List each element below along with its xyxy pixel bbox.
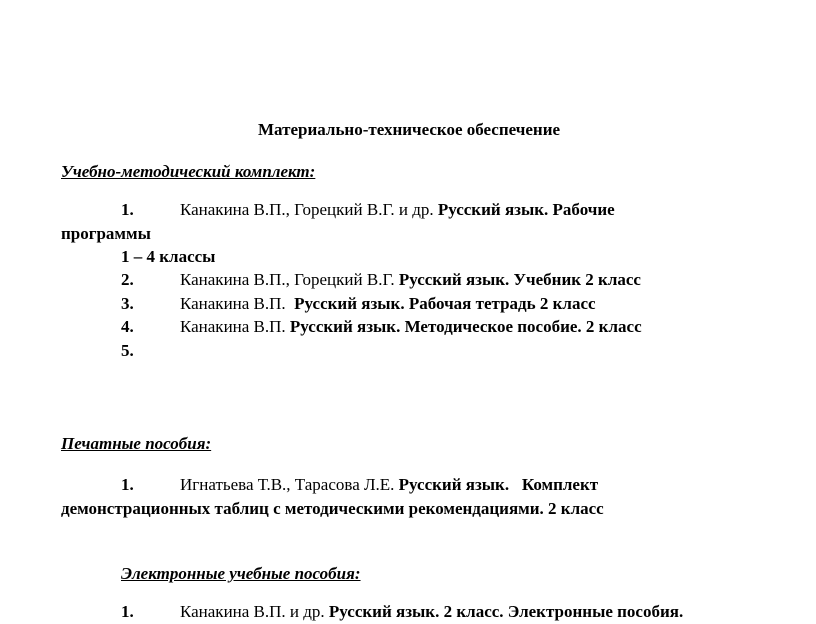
list-item: [180, 475, 598, 495]
list-item-title-continuation: демонстрационных таблиц с методическими рекомендациями. 2 класс: [61, 499, 604, 518]
list-item-authors: Канакина В.П.: [180, 294, 286, 313]
list-item: [180, 200, 615, 220]
list-item-title: Русский язык. Учебник 2 класс: [398, 270, 641, 289]
list-item-number: 4.: [121, 317, 134, 336]
list-item-number: 2.: [121, 270, 134, 289]
list-item: [180, 294, 596, 314]
list-item-title: Русский язык. Рабочие: [437, 200, 615, 219]
list-item-number: 5.: [121, 341, 134, 360]
section-heading-umk: Учебно-методический комплект:: [61, 162, 316, 181]
list-item-authors: Игнатьева Т.В., Тарасова Л.Е.: [180, 475, 395, 494]
list-item-authors: Канакина В.П. и др.: [180, 602, 325, 621]
list-item-title: Русский язык. Рабочая тетрадь 2 класс: [294, 294, 596, 313]
section-heading-electronic: Электронные учебные пособия:: [121, 564, 361, 583]
list-item-title: Русский язык. Методическое пособие. 2 класс: [289, 317, 642, 336]
page-title: Материально-техническое обеспечение: [258, 120, 561, 139]
list-item-number: 1.: [121, 602, 134, 621]
list-item-title: Русский язык. Комплект: [398, 475, 599, 494]
section-heading-print: Печатные пособия:: [61, 434, 212, 453]
list-item-title-continuation: программы: [61, 224, 151, 243]
list-item: [180, 317, 642, 337]
list-item: [180, 270, 641, 290]
list-item-number: 1.: [121, 200, 134, 219]
list-item: [180, 602, 683, 622]
list-item-authors: Канакина В.П., Горецкий В.Г.: [180, 270, 395, 289]
list-item-title-continuation: 1 – 4 классы: [121, 247, 216, 266]
list-item-title: Русский язык. 2 класс. Электронные пособия.: [328, 602, 684, 621]
list-item-authors: Канакина В.П.: [180, 317, 286, 336]
list-item-number: 1.: [121, 475, 134, 494]
list-item-number: 3.: [121, 294, 134, 313]
list-item-authors: Канакина В.П., Горецкий В.Г. и др.: [180, 200, 434, 219]
